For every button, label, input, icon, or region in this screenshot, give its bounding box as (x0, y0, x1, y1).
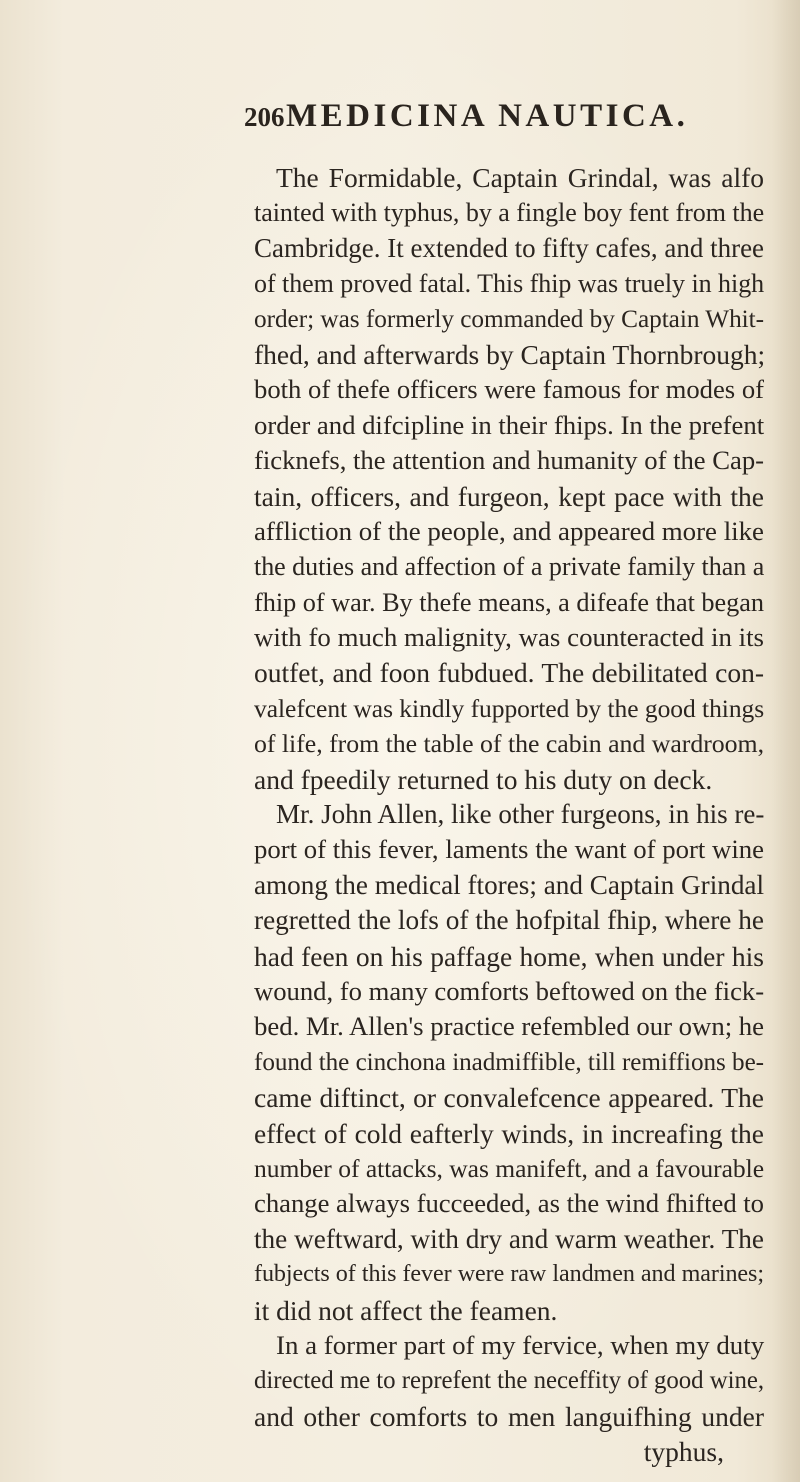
text-line: tain, officers, and furgeon, kept pace with the (254, 480, 764, 512)
text-line: it did not affect the feamen. (254, 1294, 558, 1326)
text-line: order; was formerly commanded by Captain Whit- (254, 304, 764, 333)
page-header (244, 98, 764, 142)
text-line: of life, from the table of the cabin and wardroom, (254, 729, 764, 759)
catchword: typhus, (643, 1436, 724, 1468)
text-line: fhed, and afterwards by Captain Thornbrough; (254, 338, 766, 370)
text-line: fubjects of this fever were raw landmen and marines; (254, 1261, 764, 1288)
text-line: outfet, and foon fubdued. The debilitated con- (254, 657, 764, 689)
text-line: affliction of the people, and appeared more like (254, 515, 764, 546)
body-text (254, 160, 764, 1469)
text-line: came diftinct, or convalefcence appeared. The (254, 1082, 764, 1114)
text-line: found the cinchona inadmiffible, till remiffions be- (254, 1048, 764, 1076)
text-line: valefcent was kindly fupported by the good things (254, 693, 765, 723)
text-line: wound, fo many comforts beftowed on the fick- (254, 975, 765, 1006)
text-line: fhip of war. By thefe means, a difeafe that began (254, 587, 764, 617)
text-line: and other comforts to men languifhing under (254, 1400, 764, 1432)
text-line: regretted the lofs of the hofpital fhip, where he (254, 905, 764, 936)
text-line: change always fucceeded, as the wind fhifted to (254, 1188, 764, 1219)
text-line: both of thefe officers were famous for modes of (254, 374, 764, 405)
text-line: with fo much malignity, was counteracted in its (254, 622, 764, 653)
page-number: 206 (244, 102, 285, 132)
text-line: Mr. John Allen, like other furgeons, in his re- (276, 799, 765, 830)
text-line: order and difcipline in their fhips. In the prefent (254, 409, 765, 440)
text-line: had feen on his paffage home, when under his (254, 940, 764, 972)
text-line: among the medical ftores; and Captain Grindal (254, 869, 764, 900)
page-edge-shadow (772, 0, 800, 1482)
text-line: of them proved fatal. This fhip was truely in high (254, 269, 765, 299)
running-head: MEDICINA NAUTICA. (286, 98, 689, 134)
text-line: tainted with typhus, by a fingle boy fent from the (254, 198, 765, 228)
text-line: the weftward, with dry and warm weather. The (254, 1223, 764, 1254)
text-line: Cambridge. It extended to fifty cafes, and three (254, 232, 764, 263)
text-line: effect of cold eafterly winds, in increafing the (254, 1117, 764, 1149)
text-line: bed. Mr. Allen's practice refembled our own; he (254, 1011, 765, 1042)
text-line: The Formidable, Captain Grindal, was alfo (276, 162, 764, 193)
text-line: the duties and affection of a private family than a (254, 552, 765, 582)
text-line: directed me to reprefent the neceffity of good wine, (254, 1367, 764, 1395)
text-line: In a former part of my fervice, when my duty (276, 1329, 765, 1360)
text-line: port of this fever, laments the want of port wine (254, 834, 764, 865)
text-line: number of attacks, was manifeft, and a favourable (254, 1153, 764, 1183)
text-line: ficknefs, the attention and humanity of the Cap- (254, 445, 764, 476)
text-line: and fpeedily returned to his duty on deck. (254, 763, 713, 795)
